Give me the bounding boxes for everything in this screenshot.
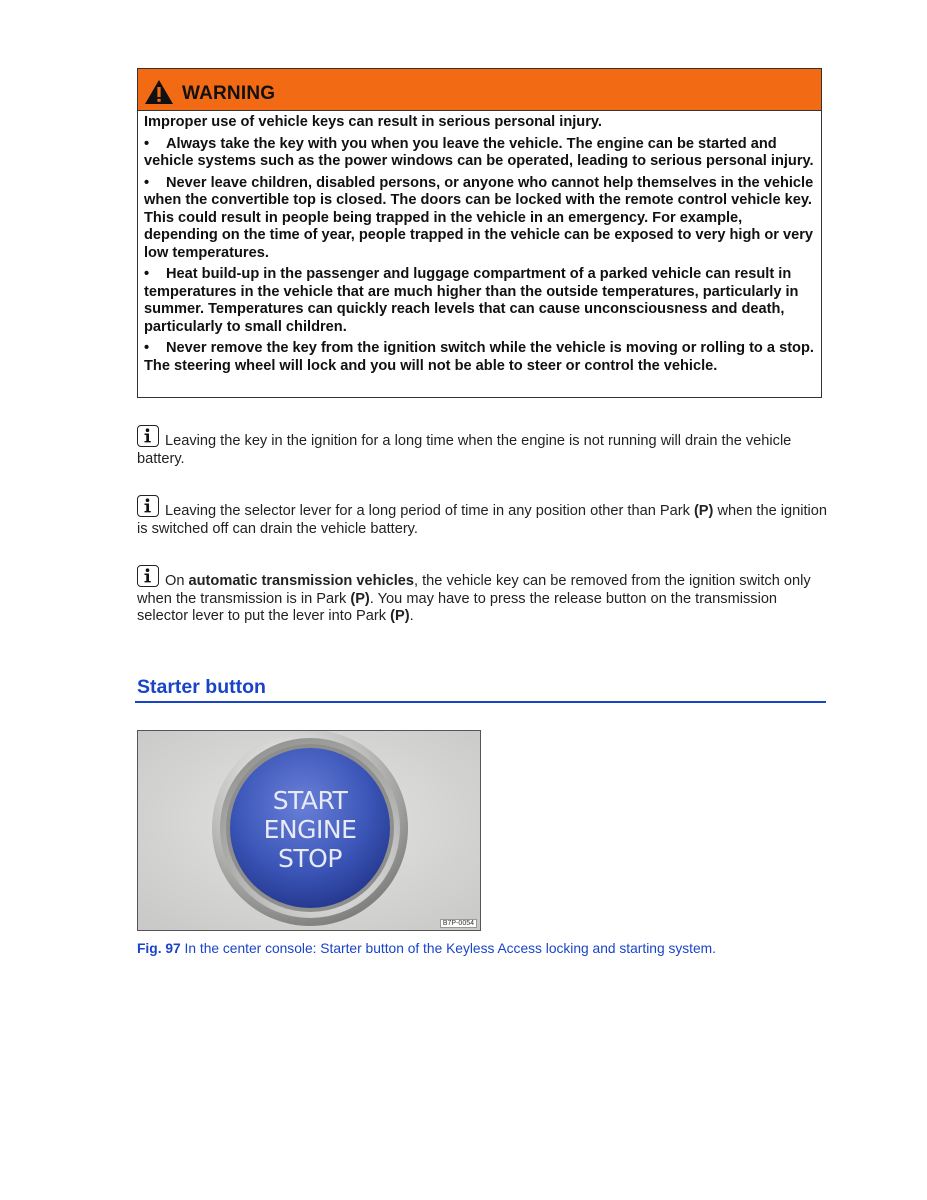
starter-button-figure [137, 730, 481, 931]
button-label-start: START [272, 786, 348, 815]
note-text: when the ignition is switched off can drain the vehicle battery. [137, 503, 827, 537]
info-icon [137, 425, 159, 447]
warning-bullet-text: Always take the key with you when you leave the vehicle. The engine can be started and vehicle systems such as the power windows can be operated, leading to serious personal injury. [144, 135, 814, 169]
warning-header [138, 69, 821, 111]
warning-bullet [144, 266, 815, 336]
note-bold: (P) [350, 590, 370, 607]
figure-caption-text: In the center console: Starter button of the Keyless Access locking and starting system. [180, 941, 716, 956]
figure-caption [137, 941, 716, 956]
warning-triangle-icon [144, 79, 174, 105]
warning-box [137, 68, 822, 398]
note-text: Leaving the key in the ignition for a long time when the engine is not running will drain the vehicle battery. [137, 433, 792, 467]
note-bold: automatic transmission vehicles [188, 573, 415, 589]
bullet-dot: • [144, 266, 150, 282]
warning-bullet [144, 340, 815, 375]
note-battery-key [137, 425, 827, 468]
button-label-stop: STOP [278, 844, 342, 873]
warning-bullet [144, 136, 815, 171]
note-text: . [409, 608, 414, 624]
bullet-dot: • [144, 174, 150, 191]
warning-bullet-text: Heat build-up in the passenger and luggage compartment of a parked vehicle can result in temperatures in the vehicle that are much higher than the outside temperatures, particularly in summer. Temperatures can quickly reach levels that can cause unconsciousness and death, particularly to small children. [144, 266, 799, 335]
note-selector-lever [137, 495, 827, 538]
section-title: Starter button [137, 676, 266, 698]
warning-body [138, 111, 821, 375]
note-bold: (P) [693, 503, 714, 519]
note-text: Leaving the selector lever for a long period of time in any position other than Park [165, 503, 694, 519]
warning-bullet-text: Never remove the key from the ignition switch while the vehicle is moving or rolling to a stop. The steering wheel will lock and you will not be able to steer or control the vehicle. [144, 340, 814, 374]
warning-bullet-text: Never leave children, disabled persons, or anyone who cannot help themselves in the vehicle when the convertible top is closed. The doors can be locked with the remote control vehicle key. This could result in people being trapped in the vehicle in an emergency. For example, depending on the time of year, people trapped in the vehicle can be exposed to very high or very low temperatures. [144, 174, 814, 261]
bullet-dot: • [144, 135, 150, 152]
button-label-engine: ENGINE [263, 815, 357, 844]
figure-code: B7P-0054 [440, 919, 477, 928]
section-divider [135, 701, 826, 703]
warning-bullet [144, 175, 815, 263]
warning-intro: Improper use of vehicle keys can result in serious personal injury. [144, 114, 602, 130]
note-automatic-transmission [137, 565, 827, 626]
warning-title: WARNING [182, 83, 276, 104]
note-text: On [165, 573, 189, 589]
info-icon [137, 495, 159, 517]
bullet-dot: • [144, 340, 150, 356]
figure-label: Fig. 97 [137, 941, 181, 956]
note-bold: (P) [390, 608, 410, 624]
note-text: . You may have to press the release button on the transmission selector lever to put the lever into Park [137, 590, 778, 624]
info-icon [137, 565, 159, 587]
button-label [138, 786, 481, 873]
note-text: , the vehicle key can be removed from the ignition switch only when the transmission is in Park [137, 573, 811, 607]
